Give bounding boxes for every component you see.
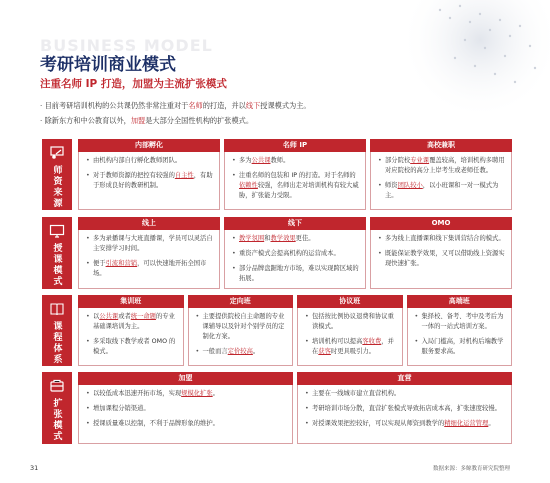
highlight-text: 专业课 xyxy=(410,157,430,164)
column-header: 高校兼职 xyxy=(370,139,512,152)
column-body xyxy=(297,308,403,366)
item-text: ，可以快速地开拓全国市场。 xyxy=(93,260,207,277)
item-text: 包括按比例协议退费和协议重读模式。 xyxy=(312,313,394,330)
list-item xyxy=(86,259,214,279)
row-category-label: 扩张模式 xyxy=(51,398,62,442)
intro-bullet: · 除新东方和中公教育以外，加盟是大部分全国性机构的扩张模式。 xyxy=(40,116,254,125)
item-text: 更佳。 xyxy=(295,235,315,242)
source-note: 数据来源：多鲸教育研究院整理 xyxy=(432,466,510,472)
list-item xyxy=(196,347,288,357)
column-header: 名师 IP xyxy=(224,139,366,152)
list-item xyxy=(232,171,360,201)
column-body xyxy=(297,385,512,444)
item-text: 。 xyxy=(252,348,260,355)
highlight-text: 团队较小 xyxy=(397,182,423,189)
intro-bullets xyxy=(40,98,510,128)
column-body xyxy=(78,152,220,210)
model-row xyxy=(42,372,512,444)
item-text: 便于 xyxy=(93,260,106,267)
intro-bullet: · 目前考研培训机构的公共课仍然非常注重对于名师的打造，并以线下授课模式为主。 xyxy=(40,101,311,110)
item-text: 由机构内部自行孵化教师团队。 xyxy=(93,157,182,164)
item-text: 授课质量难以控制，不利于品牌形象的维护。 xyxy=(93,420,219,427)
item-text: 。 xyxy=(212,390,219,397)
item-text: 对授课效果把控较好，可以实现从师资到教学的 xyxy=(312,420,445,427)
list-item xyxy=(86,389,287,399)
column-body xyxy=(370,152,512,210)
highlight-text: 依赖性 xyxy=(239,182,258,189)
column-body xyxy=(78,230,220,289)
model-row xyxy=(42,295,512,366)
highlight-text: 统一命题 xyxy=(130,313,156,320)
highlight-text: 精细化运营管理 xyxy=(444,420,489,427)
item-text: 培训机构可以提高 xyxy=(312,338,363,345)
list-item xyxy=(232,249,360,259)
highlight-text: 公共课 xyxy=(99,313,119,320)
column-header: 定向班 xyxy=(188,295,294,308)
highlight-text: 教学效果 xyxy=(270,235,296,242)
model-row xyxy=(42,217,512,289)
item-text: 。 xyxy=(488,420,495,427)
list-item xyxy=(305,389,506,399)
model-column xyxy=(78,295,184,366)
list-item xyxy=(305,404,506,414)
model-column xyxy=(78,217,220,289)
model-column xyxy=(224,139,366,210)
item-text: 对于教师资源的把控有较强的 xyxy=(93,172,175,179)
column-header: 内部孵化 xyxy=(78,139,220,152)
list-item xyxy=(196,312,288,342)
model-column xyxy=(297,295,403,366)
item-text: 增加课程分销渠道。 xyxy=(93,405,150,412)
column-header: OMO xyxy=(370,217,512,230)
column-header: 线下 xyxy=(224,217,366,230)
item-text: 以较低成本迅速开拓市场，实现 xyxy=(93,390,182,397)
item-text: 教师。 xyxy=(270,157,290,164)
list-item xyxy=(415,312,507,332)
item-text: 的专业基础课培训为主。 xyxy=(93,313,175,330)
model-column xyxy=(224,217,366,289)
highlight-text: 教学氛围 xyxy=(239,235,265,242)
column-body xyxy=(407,308,513,366)
highlight-text: 客收费 xyxy=(362,338,382,345)
list-item xyxy=(86,171,214,191)
column-header: 加盟 xyxy=(78,372,293,385)
column-body xyxy=(78,385,293,444)
item-text: 部分品牌盘踞地方市场，难以实现跨区域的拓展。 xyxy=(239,265,359,282)
list-item xyxy=(232,264,360,284)
item-text: 以 xyxy=(93,313,100,320)
list-item xyxy=(378,181,506,201)
list-item xyxy=(86,156,214,166)
list-item xyxy=(86,234,214,254)
page-title: 考研培训商业模式 xyxy=(40,55,176,75)
row-category xyxy=(42,217,72,289)
highlight-text: 定价较高 xyxy=(227,348,253,355)
column-header: 高端班 xyxy=(407,295,513,308)
list-item xyxy=(305,312,397,332)
highlight-text: 自主性 xyxy=(174,172,194,179)
model-column xyxy=(188,295,294,366)
row-category xyxy=(42,372,72,444)
list-item xyxy=(86,337,178,357)
row-category-label: 授课模式 xyxy=(51,243,62,287)
item-text: 集择校、备考、考中及考后为一体的一站式培训方案。 xyxy=(421,313,504,330)
item-text: 覆盖较高，培训机构多聘用对应院校的高分上岸考生或老师任教。 xyxy=(385,157,505,174)
highlight-text: 规模化扩张 xyxy=(181,390,213,397)
bullet-highlight: 加盟 xyxy=(130,116,146,125)
list-item xyxy=(378,156,506,176)
model-column xyxy=(370,217,512,289)
header-watermark: BUSINESS MODEL xyxy=(40,36,213,55)
model-column xyxy=(407,295,513,366)
page-subtitle: 注重名师 IP 打造，加盟为主流扩张模式 xyxy=(40,78,227,90)
list-item xyxy=(86,404,287,414)
item-text: ，有助于形成良好的教研机制。 xyxy=(93,172,213,189)
column-header: 线上 xyxy=(78,217,220,230)
row-category-label: 课程体系 xyxy=(51,321,62,365)
model-column xyxy=(78,372,293,444)
item-text: 多为 xyxy=(239,157,252,164)
expand-icon xyxy=(49,378,65,394)
item-text: ，以小班课和一对一模式为主。 xyxy=(385,182,499,199)
list-item xyxy=(86,312,178,332)
item-text: 或者 xyxy=(118,313,131,320)
highlight-text: 公共课 xyxy=(251,157,271,164)
column-body xyxy=(78,308,184,366)
item-text: 主要提供院校自主命题的专业课辅导以及针对个别学员的定制化方案。 xyxy=(202,313,285,340)
row-category-label: 师资来源 xyxy=(51,165,62,209)
item-text: 考研培训市场分散，直营扩张模式导致拓店成本高，扩张速度较慢。 xyxy=(312,405,501,412)
model-column xyxy=(78,139,220,210)
bullet-highlight: 线下 xyxy=(245,101,261,110)
item-text: 注重名师的包装和 IP 的打造。对于名师的 xyxy=(239,172,356,179)
list-item xyxy=(415,337,507,357)
list-item xyxy=(232,234,360,244)
bullet-text: 的打造，并以 xyxy=(202,101,246,110)
list-item xyxy=(305,337,397,357)
item-text: 和 xyxy=(264,235,271,242)
item-text: 一般而言 xyxy=(202,348,228,355)
item-text: 多为线上直播课和线下集训营结合的模式。 xyxy=(385,235,505,242)
list-item xyxy=(86,419,287,429)
bullet-text: 目前考研培训机构的公共课仍然非常注重对于 xyxy=(44,101,189,110)
highlight-text: 获客 xyxy=(318,348,331,355)
column-header: 直营 xyxy=(297,372,512,385)
teacher-icon xyxy=(49,145,65,161)
list-item xyxy=(378,249,506,269)
item-text: 较强，名师出走对培训机构有较大威胁，扩张能力受限。 xyxy=(239,182,359,199)
bullet-text: 授课模式为主。 xyxy=(260,101,311,110)
page-number: 31 xyxy=(30,464,39,472)
item-text: 多为录播课与大班直播课，学员可以灵活自主安排学习时间。 xyxy=(93,235,213,252)
highlight-text: 引流和营销 xyxy=(105,260,138,267)
row-category xyxy=(42,139,72,210)
item-text: 部分院校 xyxy=(385,157,411,164)
item-text: 入局门槛高，对机构后端教学服务要求高。 xyxy=(421,338,504,355)
book-icon xyxy=(49,301,65,317)
model-column xyxy=(370,139,512,210)
item-text: ，并在 xyxy=(312,338,394,355)
item-text: 时更具吸引力。 xyxy=(330,348,375,355)
item-text: 多采取线下教学或者 OMO 的模式。 xyxy=(93,338,176,355)
model-column xyxy=(297,372,512,444)
column-body xyxy=(370,230,512,289)
list-item xyxy=(378,234,506,244)
bullet-text: 除新东方和中公教育以外， xyxy=(44,116,131,125)
screen-icon xyxy=(49,223,65,239)
model-row xyxy=(42,139,512,210)
item-text: 师资 xyxy=(385,182,398,189)
bullet-text: 是大部分全国性机构的扩张模式。 xyxy=(145,116,254,125)
column-body xyxy=(224,230,366,289)
list-item xyxy=(305,419,506,429)
row-category xyxy=(42,295,72,366)
item-text: 重资产模式会提高机构的运营成本。 xyxy=(239,250,340,257)
column-body xyxy=(188,308,294,366)
column-body xyxy=(224,152,366,210)
list-item xyxy=(232,156,360,166)
bullet-highlight: 名师 xyxy=(188,101,203,110)
item-text: 主要在一线城市建立直营机构。 xyxy=(312,390,401,397)
item-text: 既能保证教学效果，又可以借助线上资源实现快速扩张。 xyxy=(385,250,505,267)
column-header: 协议班 xyxy=(297,295,403,308)
column-header: 集训班 xyxy=(78,295,184,308)
